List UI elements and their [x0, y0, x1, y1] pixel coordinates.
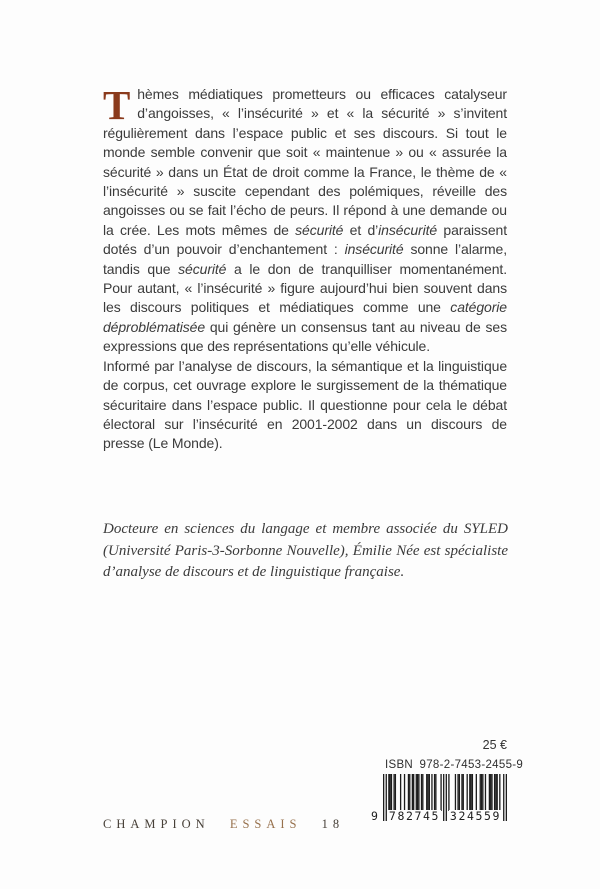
collection-number: 18 — [321, 817, 345, 831]
price-label: 25 € — [482, 738, 507, 752]
isbn-label: ISBN 978-2-7453-2455-9 — [385, 759, 524, 771]
barcode-digits-left: 782745 — [388, 809, 441, 823]
dropcap-letter: T — [103, 82, 131, 128]
text-run: paraissent dotés d’un pouvoir d’enchantement : — [103, 221, 507, 258]
paragraph — [103, 82, 507, 357]
author-note: Docteure en sciences du langage et membre associée du SYLED (Université Paris-3-Sorbonne Nouvelle), Émilie Née est spécialiste d’analyse de discours et de linguistique française. — [103, 521, 508, 580]
barcode-digit-first: 9 — [371, 809, 378, 823]
italic-term: sécurité — [178, 260, 227, 277]
barcode-digits-right: 324559 — [449, 809, 502, 823]
italic-term: insécurité — [378, 221, 438, 238]
italic-term: insécurité — [344, 241, 404, 258]
italic-term: catégorie déproblématisée — [103, 299, 507, 335]
synopsis — [103, 82, 507, 454]
collection-line — [103, 817, 344, 832]
collection-series: ESSAIS — [229, 817, 302, 831]
text-run: sonne l’alarme, tandis que — [103, 241, 507, 277]
text-run: a le don de tranquilliser momentanément. Pour autant, « l’insécurité » figure aujourd’hui bien souvent dans les discours politiques et médiatiques comme une — [103, 260, 507, 316]
text-run: hèmes médiatiques prometteurs ou efficaces catalyseur d’angoisses, « l’insécurité » et « la sécurité » s’invitent régulièrement dans l’espace public et ses discours. Si tout le monde semble convenir que soit « maintenue » ou « assurée la sécurité » dans un État de droit comme la France, le thème de « l’insécurité » suscite cependant des polémiques, réveille des angoisses ou se fait l’écho de peurs. Il répond à une demande ou la crée. Les mots mêmes de — [103, 86, 507, 238]
collection-name: CHAMPION — [103, 817, 210, 831]
text-run: qui génère un consensus tant au niveau de ses expressions que des représentations qu’elle véhicule. — [103, 318, 507, 355]
ean-barcode — [371, 774, 507, 826]
italic-term: sécurité — [295, 221, 344, 238]
paragraph — [103, 357, 507, 454]
text-run: Informé par l’analyse de discours, la sémantique et la linguistique de corpus, cet ouvrage explore le surgissement de la thématique sécuritaire dans l’espace public. Il questionne pour cela le débat électoral sur l’insécurité en 2001-2002 dans un discours de presse (Le Monde). — [103, 357, 507, 452]
text-run: et d’ — [343, 221, 379, 238]
